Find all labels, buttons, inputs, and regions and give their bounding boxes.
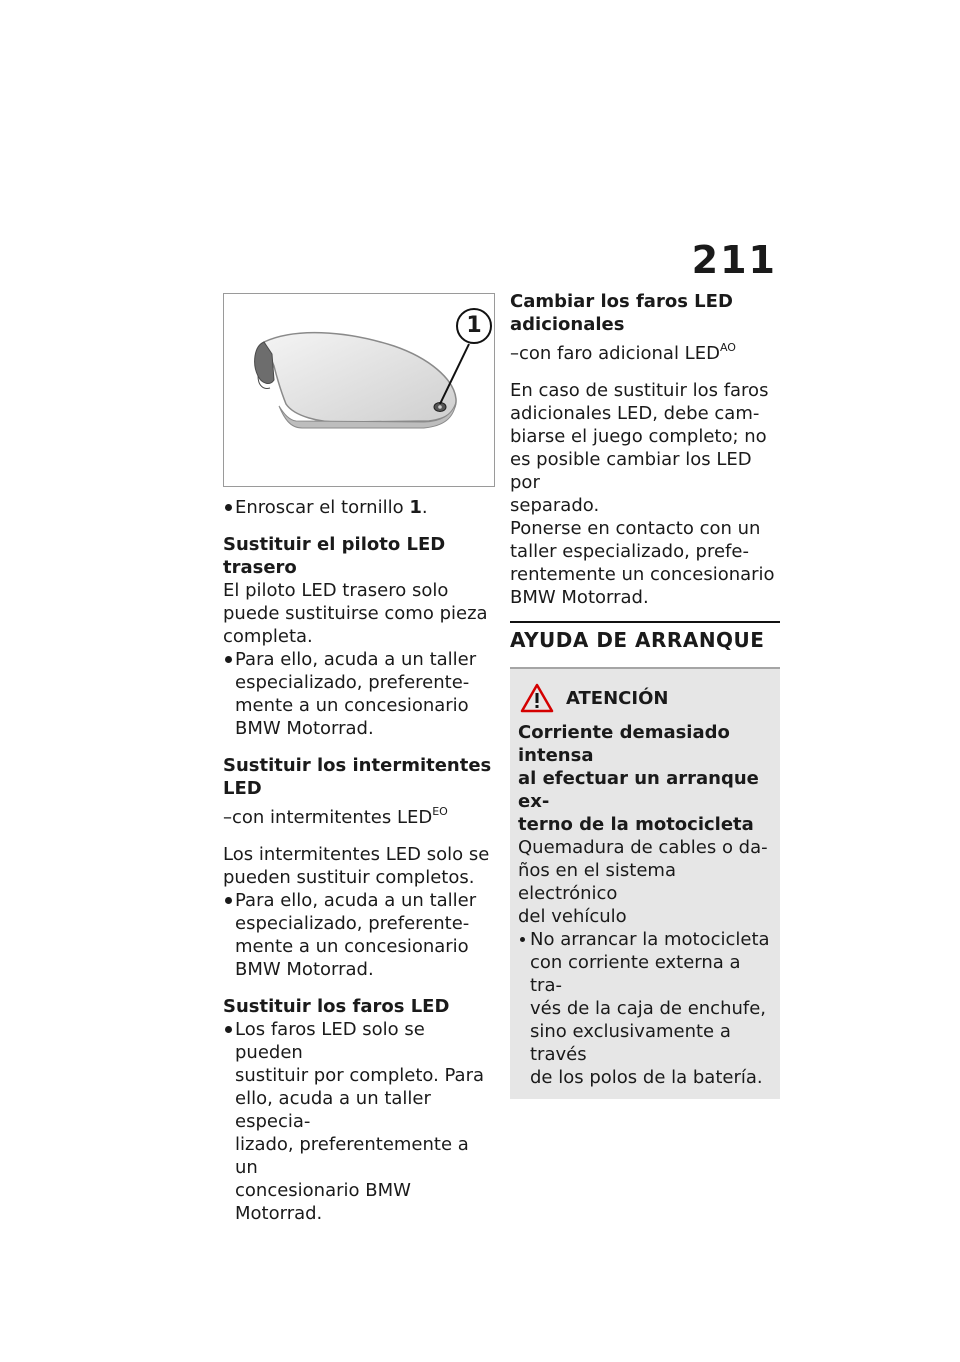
warn-bullet-3: vés de la caja de enchufe,: [530, 998, 767, 1019]
turn-signal-figure: [223, 293, 495, 487]
turn-bullet-2: especializado, preferente-: [235, 913, 470, 934]
aux-contact-1: Ponerse en contacto con un: [510, 518, 761, 539]
tail-bullet-3: mente a un concesionario: [235, 695, 469, 716]
warning-box: [510, 667, 780, 1099]
tail-bullet-4: BMW Motorrad.: [235, 718, 374, 739]
page-number: 211: [691, 238, 777, 282]
step-screw-end: .: [421, 497, 428, 518]
headlight-heading: Sustituir los faros LED: [223, 996, 450, 1017]
aux-variant-text: –con faro adicional LED: [510, 343, 720, 364]
warn-bullet-2: con corriente externa a tra-: [530, 952, 741, 996]
step-screw-text: Enroscar el tornillo: [235, 497, 410, 518]
tail-line-1: El piloto LED trasero solo: [223, 580, 449, 601]
tail-line-3: completa.: [223, 626, 313, 647]
turn-bullet-3: mente a un concesionario: [235, 936, 469, 957]
warning-title: ATENCIÓN: [566, 687, 669, 709]
headlight-bullet: [223, 1018, 495, 1225]
aux-line-4: es posible cambiar los LED por: [510, 449, 752, 493]
hazard-line-1: Corriente demasiado intensa: [518, 722, 730, 766]
warn-bullet-5: de los polos de la batería.: [530, 1067, 763, 1088]
turn-signal-text: [223, 843, 495, 889]
consequence-line-2: ños en el sistema electrónico: [518, 860, 676, 904]
turn-variant-code: EO: [432, 805, 448, 818]
aux-lights-variant: [510, 336, 780, 365]
warn-bullet-4: sino exclusivamente a través: [530, 1021, 731, 1065]
aux-line-3: biarse el juego completo; no: [510, 426, 767, 447]
turn-variant-text: –con intermitentes LED: [223, 807, 433, 828]
turn-signal-variant: [223, 800, 495, 829]
aux-line-2: adicionales LED, debe cam-: [510, 403, 760, 424]
turn-signal-heading: Sustituir los intermitentes LED: [223, 755, 492, 799]
tail-line-2: puede sustituirse como pieza: [223, 603, 488, 624]
warning-consequence: [518, 836, 772, 928]
turn-bullet-1: Para ello, acuda a un taller: [235, 890, 477, 911]
warn-bullet-1: No arrancar la motocicleta: [530, 929, 770, 950]
aux-line-1: En caso de sustituir los faros: [510, 380, 769, 401]
tail-bullet-1: Para ello, acuda a un taller: [235, 649, 477, 670]
aux-contact-3: rentemente un concesionario: [510, 564, 775, 585]
left-column: [223, 293, 495, 1225]
aux-lights-contact: [510, 517, 780, 609]
warning-triangle-icon: [520, 683, 554, 713]
hazard-line-3: terno de la motocicleta: [518, 814, 754, 835]
aux-heading-line-2: adicionales: [510, 314, 625, 335]
turn-line-1: Los intermitentes LED solo se: [223, 844, 490, 865]
aux-heading-line-1: Cambiar los faros LED: [510, 291, 733, 312]
aux-variant-code: AO: [719, 341, 736, 354]
consequence-line-1: Quemadura de cables o da-: [518, 837, 768, 858]
tail-light-bullet: [223, 648, 495, 740]
warning-hazard: [518, 721, 772, 836]
callout-1: 1: [456, 308, 492, 344]
consequence-line-3: del vehículo: [518, 906, 627, 927]
right-column: [510, 290, 780, 1099]
section-title: AYUDA DE ARRANQUE: [510, 628, 765, 652]
led-indicator-illustration: [224, 294, 494, 486]
hazard-line-2: al efectuar un arranque ex-: [518, 768, 759, 812]
tail-light-text: [223, 579, 495, 648]
aux-contact-4: BMW Motorrad.: [510, 587, 649, 608]
tail-light-heading: Sustituir el piloto LED trasero: [223, 534, 446, 578]
head-bullet-1: Los faros LED solo se pueden: [235, 1019, 425, 1063]
head-bullet-4: lizado, preferentemente a un: [235, 1134, 469, 1178]
tail-bullet-2: especializado, preferente-: [235, 672, 470, 693]
aux-contact-2: taller especializado, prefe-: [510, 541, 749, 562]
warning-body: [518, 721, 772, 1089]
warning-bullet: [518, 928, 772, 1089]
step-screw-ref: 1: [409, 497, 422, 518]
section-divider: [510, 621, 780, 623]
aux-lights-text: [510, 379, 780, 517]
turn-bullet-4: BMW Motorrad.: [235, 959, 374, 980]
aux-lights-heading: [510, 290, 780, 336]
step-screw: [223, 496, 495, 519]
warning-header: [520, 683, 772, 713]
turn-line-2: pueden sustituir completos.: [223, 867, 475, 888]
head-bullet-5: concesionario BMW Motorrad.: [235, 1180, 411, 1224]
aux-line-5: separado.: [510, 495, 600, 516]
head-bullet-3: ello, acuda a un taller especia-: [235, 1088, 431, 1132]
head-bullet-2: sustituir por completo. Para: [235, 1065, 485, 1086]
turn-signal-bullet: [223, 889, 495, 981]
